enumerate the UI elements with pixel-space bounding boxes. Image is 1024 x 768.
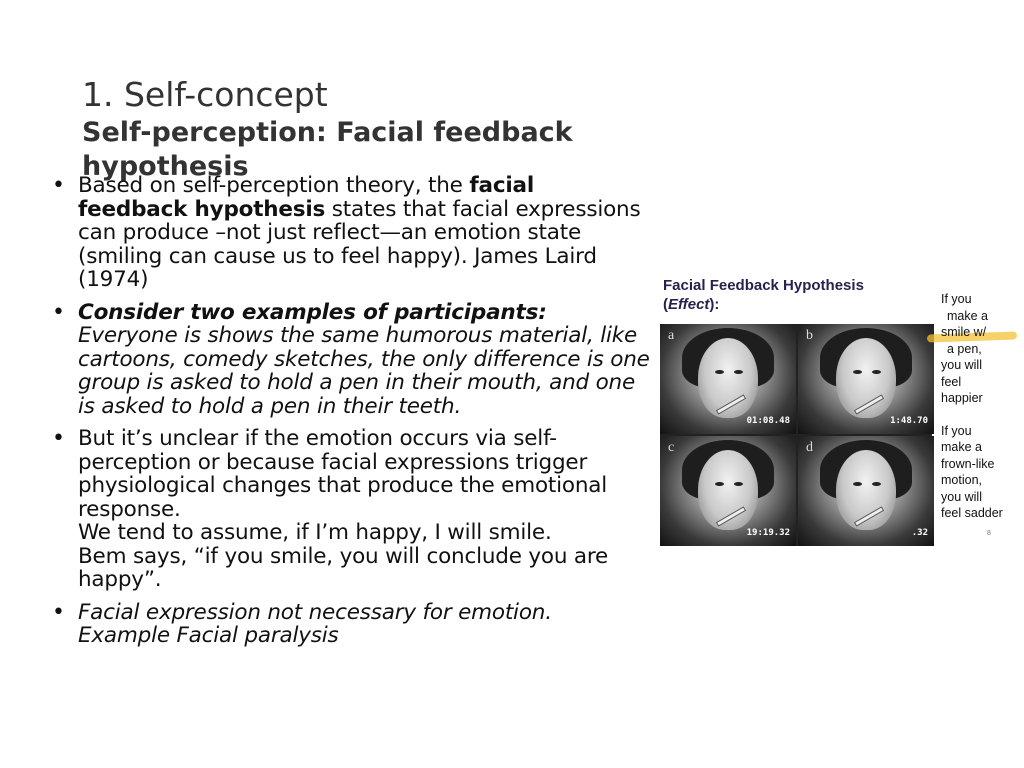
bullet-list xyxy=(50,174,650,657)
photo-panel-b xyxy=(798,324,934,434)
panel-timestamp: 19:19.32 xyxy=(746,528,790,538)
panel-timestamp: .32 xyxy=(911,528,928,538)
figure-title-open: ( xyxy=(663,296,668,313)
title-block xyxy=(82,74,722,184)
bullet-1-post: states that facial expressions can produce –not just reflect—an emotion state (smiling can cause us to feel happy). James Laird (1974) xyxy=(78,196,641,292)
figure-title xyxy=(663,276,933,314)
panel-letter: d xyxy=(806,440,813,455)
photo-panel-c xyxy=(660,436,796,546)
bullet-1-bold: facial feedback hypothesis xyxy=(78,173,535,222)
figure-title-close: ): xyxy=(709,296,720,313)
note-line: If you xyxy=(941,292,972,306)
bullet-2-italic: Everyone is shows the same humorous material, like cartoons, comedy sketches, the only difference is one group is asked to hold a pen in their mouth, and one is asked to hold a pen in their teeth. xyxy=(78,323,650,419)
eye-icon xyxy=(853,482,862,486)
eye-icon xyxy=(872,482,881,486)
bullet-not-necessary xyxy=(50,601,650,648)
eye-icon xyxy=(734,370,743,374)
bullet-1-pre: Based on self-perception theory, the xyxy=(78,173,470,198)
note-line: frown-like xyxy=(941,456,995,471)
bullet-3-line3: Bem says, “if you smile, you will conclude you are happy”. xyxy=(78,543,609,592)
panel-letter: a xyxy=(668,328,675,343)
eye-icon xyxy=(715,482,724,486)
bullet-2-bold: Consider two examples of participants: xyxy=(78,299,547,325)
eye-icon xyxy=(734,482,743,486)
note-line: make a xyxy=(947,308,988,323)
note-line: motion, xyxy=(941,473,982,487)
slide-subtitle: Self-perception: Facial feedback hypothesis xyxy=(82,117,573,182)
photo-grid xyxy=(660,324,932,546)
note-line: a pen, xyxy=(947,341,982,356)
photo-panel-a xyxy=(660,324,796,434)
bullet-3-line2: We tend to assume, if I’m happy, I will smile. xyxy=(78,520,552,545)
note-line: make a xyxy=(941,440,982,454)
note-line: feel sadder xyxy=(941,506,1003,520)
figure-title-main: Facial Feedback Hypothesis xyxy=(663,277,864,294)
note-gap xyxy=(941,407,1021,423)
note-line: feel xyxy=(941,374,962,389)
bullet-4-line2: Example Facial paralysis xyxy=(78,623,339,648)
bullet-3-line1: But it’s unclear if the emotion occurs via self-perception or because facial expressions trigger physiological changes that produce the emotional response. xyxy=(78,426,608,522)
photo-panel-d xyxy=(798,436,934,546)
bullet-facial-feedback xyxy=(50,174,650,292)
figure-title-effect: Effect xyxy=(668,296,710,313)
panel-letter: b xyxy=(806,328,813,343)
bullet-4-line1: Facial expression not necessary for emotion. xyxy=(78,599,552,625)
panel-timestamp: 1:48.70 xyxy=(890,416,928,426)
eye-icon xyxy=(853,370,862,374)
panel-timestamp: 01:08.48 xyxy=(746,416,790,426)
side-note xyxy=(941,291,1021,522)
note-line: smile w/ xyxy=(941,325,987,339)
slide-title: 1. Self-concept xyxy=(82,75,328,114)
bullet-unclear xyxy=(50,427,650,592)
eye-icon xyxy=(872,370,881,374)
panel-letter: c xyxy=(668,440,675,455)
note-line: you will xyxy=(941,489,982,504)
note-line: happier xyxy=(941,391,983,405)
page-number: 8 xyxy=(987,530,991,537)
bullet-examples xyxy=(50,301,650,419)
eye-icon xyxy=(715,370,724,374)
note-line: If you xyxy=(941,423,972,438)
note-line: you will xyxy=(941,358,982,372)
